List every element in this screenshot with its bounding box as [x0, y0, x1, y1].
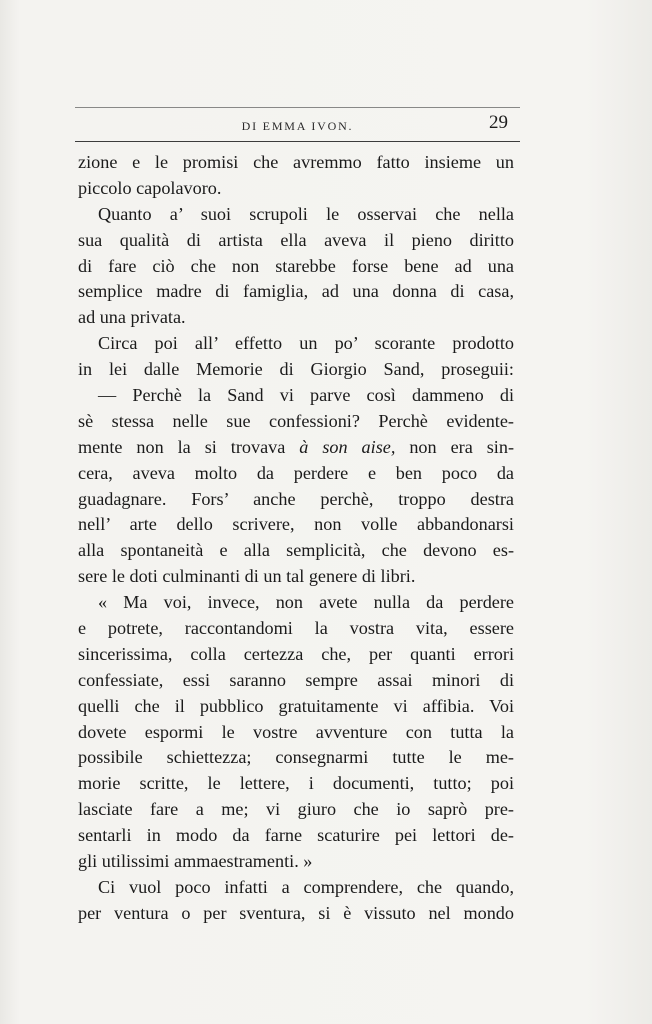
page-header	[75, 112, 520, 138]
text-line: possibile schiettezza; consegnarmi tutte le me-	[78, 747, 514, 768]
text-line: sè stessa nelle sue confessioni? Perchè evidente-	[78, 410, 514, 431]
text-line: sere le doti culminanti di un tal genere di libri.	[78, 566, 416, 587]
text-line: morie scritte, le lettere, i documenti, tutto; poi	[78, 773, 514, 794]
text-line: gli utilissimi ammaestramenti. »	[78, 851, 313, 872]
text-line: e potrete, raccontandomi la vostra vita, essere	[78, 618, 514, 639]
text-line: Circa poi all’ effetto un po’ scorante prodotto	[98, 333, 514, 354]
text-line	[78, 435, 514, 461]
text-line: sentarli in modo da farne scaturire pei lettori de-	[78, 825, 514, 846]
text-segment: non era sin-	[395, 436, 515, 457]
text-line: semplice madre di famiglia, ad una donna di casa,	[78, 281, 514, 302]
text-line: Quanto a’ suoi scrupoli le osservai che nella	[98, 203, 514, 224]
text-line: lasciate fare a me; vi giuro che io saprò pre-	[78, 799, 514, 820]
text-line: zione e le promisi che avremmo fatto insieme un	[78, 152, 514, 172]
text-line: quelli che il pubblico gratuitamente vi affibia. Voi	[78, 695, 514, 716]
italic-phrase: à son aise,	[299, 436, 396, 457]
text-line: — Perchè la Sand vi parve così dammeno di	[98, 385, 514, 406]
text-line: dovete espormi le vostre avventure con tutta la	[78, 721, 514, 742]
text-line: in lei dalle Memorie di Giorgio Sand, proseguii:	[78, 359, 514, 380]
page-number: 29	[489, 112, 508, 133]
text-segment: mente non la si trovava	[78, 436, 300, 457]
text-line: « Ma voi, invece, non avete nulla da perdere	[98, 592, 514, 613]
text-line: guadagnare. Fors’ anche perchè, troppo destra	[78, 488, 514, 509]
text-line: sincerissima, colla certezza che, per quanti errori	[78, 643, 514, 664]
text-line: Ci vuol poco infatti a comprendere, che quando,	[98, 876, 514, 897]
header-rule	[75, 141, 520, 142]
text-line: piccolo capolavoro.	[78, 177, 222, 198]
body-text	[78, 150, 514, 927]
text-line: ad una privata.	[78, 307, 186, 328]
text-line: cera, aveva molto da perdere e ben poco da	[78, 462, 514, 483]
text-line: sua qualità di artista ella aveva il pieno diritto	[78, 229, 514, 250]
text-line: confessiate, essi saranno sempre assai minori di	[78, 669, 514, 690]
text-line: di fare ciò che non starebbe forse bene ad una	[78, 255, 514, 276]
text-line: nell’ arte dello scrivere, non volle abbandonarsi	[78, 514, 514, 535]
text-line: alla spontaneità e alla semplicità, che devono es-	[78, 540, 514, 561]
top-rule	[75, 107, 520, 108]
text-line: per ventura o per sventura, si è vissuto nel mondo	[78, 902, 514, 923]
running-title: DI EMMA IVON.	[241, 119, 354, 133]
